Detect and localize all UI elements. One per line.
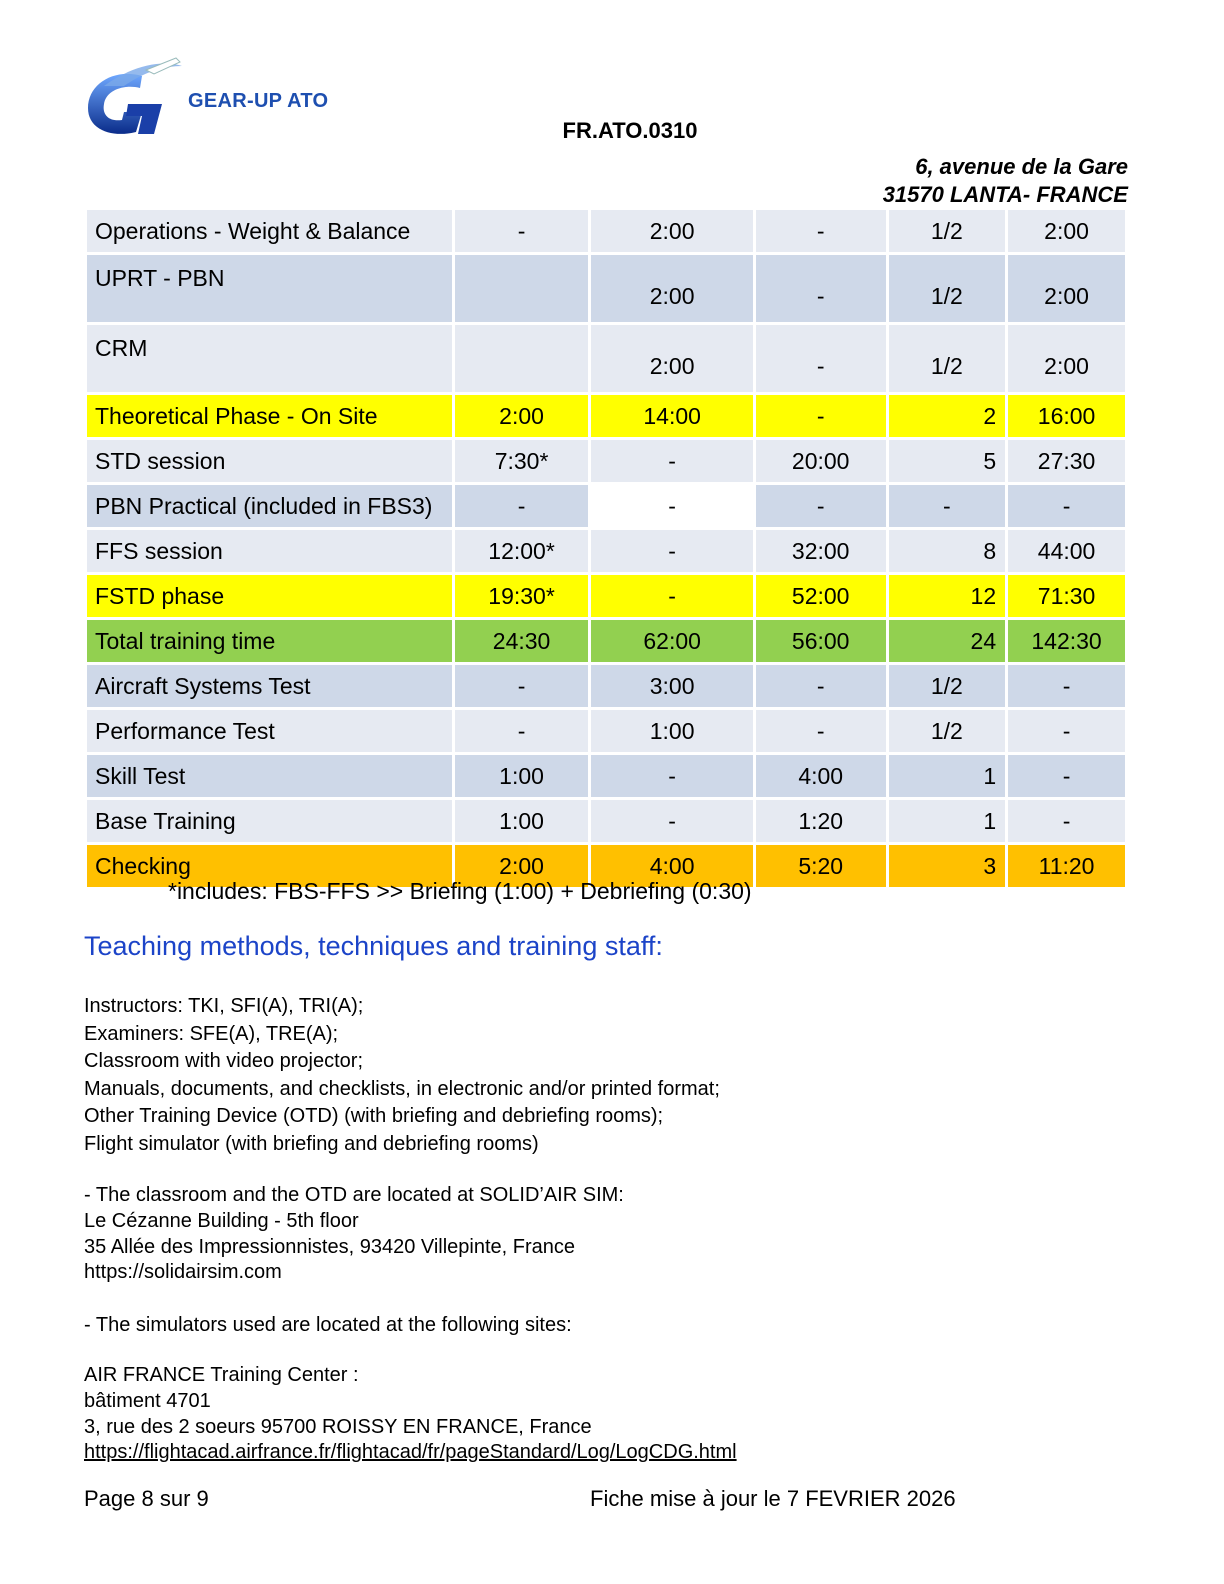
table-row xyxy=(87,440,1125,482)
list-item: Other Training Device (OTD) (with briefing and debriefing rooms); xyxy=(84,1105,664,1127)
table-cell: - xyxy=(756,325,886,392)
table-cell: - xyxy=(591,440,752,482)
table-row xyxy=(87,530,1125,572)
table-cell: - xyxy=(1008,755,1125,797)
row-label: Aircraft Systems Test xyxy=(87,665,452,707)
list-item: Examiners: SFE(A), TRE(A); xyxy=(84,1022,339,1045)
table-cell: 2:00 xyxy=(455,395,589,437)
table-row xyxy=(87,575,1125,617)
table-cell: 2:00 xyxy=(591,325,752,392)
list-item: Classroom with video projector; xyxy=(84,1050,363,1072)
table-cell: - xyxy=(455,665,589,707)
row-label: Operations - Weight & Balance xyxy=(87,210,452,252)
table-cell: - xyxy=(756,665,886,707)
table-cell: 27:30 xyxy=(1008,440,1125,482)
table-cell: 1/2 xyxy=(889,325,1006,392)
table-cell: - xyxy=(756,485,886,527)
airfrance-link[interactable]: https://flightacad.airfrance.fr/flightacad/fr/pageStandard/Log/LogCDG.html xyxy=(84,1441,737,1464)
table-row xyxy=(87,665,1125,707)
row-label: CRM xyxy=(87,325,452,392)
table-cell: 1:00 xyxy=(455,755,589,797)
table-cell: 3 xyxy=(889,845,1006,887)
table-cell xyxy=(455,325,589,392)
table-cell: 7:30* xyxy=(455,440,589,482)
airfrance-location xyxy=(84,1363,737,1466)
table-cell: 4:00 xyxy=(591,845,752,887)
table-cell: 11:20 xyxy=(1008,845,1125,887)
text-line: - The classroom and the OTD are located at SOLID’AIR SIM: xyxy=(84,1184,624,1206)
table-cell: - xyxy=(591,575,752,617)
table-cell: - xyxy=(455,710,589,752)
table-cell: 52:00 xyxy=(756,575,886,617)
address-line: 6, avenue de la Gare xyxy=(915,154,1128,179)
simulators-intro: - The simulators used are located at the following sites: xyxy=(84,1314,572,1336)
text-line: 3, rue des 2 soeurs 95700 ROISSY EN FRANCE, France xyxy=(84,1415,592,1438)
resources-list xyxy=(84,993,720,1158)
table-cell: 8 xyxy=(889,530,1006,572)
row-label: Theoretical Phase - On Site xyxy=(87,395,452,437)
table-row xyxy=(87,800,1125,842)
table-row xyxy=(87,755,1125,797)
text-line: https://solidairsim.com xyxy=(84,1261,282,1284)
table-cell: - xyxy=(756,210,886,252)
text-line: bâtiment 4701 xyxy=(84,1389,211,1412)
table-cell: 1 xyxy=(889,755,1006,797)
address xyxy=(883,153,1128,209)
table-cell: 19:30* xyxy=(455,575,589,617)
table-cell: 20:00 xyxy=(756,440,886,482)
table-cell: 44:00 xyxy=(1008,530,1125,572)
table-cell: - xyxy=(591,485,752,527)
row-label: PBN Practical (included in FBS3) xyxy=(87,485,452,527)
table-cell: 12:00* xyxy=(455,530,589,572)
table-cell: 1/2 xyxy=(889,255,1006,322)
logo-text: GEAR-UP ATO xyxy=(188,90,329,112)
table-cell: - xyxy=(455,210,589,252)
table-cell: 2:00 xyxy=(1008,255,1125,322)
text-line: Le Cézanne Building - 5th floor xyxy=(84,1209,359,1232)
row-label: Skill Test xyxy=(87,755,452,797)
table-cell: 1:00 xyxy=(591,710,752,752)
list-item: Flight simulator (with briefing and debriefing rooms) xyxy=(84,1132,539,1155)
table-cell: 5:20 xyxy=(756,845,886,887)
table-row xyxy=(87,620,1125,662)
row-label: FFS session xyxy=(87,530,452,572)
table-cell: 24:30 xyxy=(455,620,589,662)
table-cell: 2 xyxy=(889,395,1006,437)
table-cell: 5 xyxy=(889,440,1006,482)
table-row xyxy=(87,395,1125,437)
row-label: Total training time xyxy=(87,620,452,662)
table-cell: - xyxy=(1008,800,1125,842)
table-cell: - xyxy=(1008,665,1125,707)
table-row xyxy=(87,210,1125,252)
table-cell: 32:00 xyxy=(756,530,886,572)
table-row xyxy=(87,325,1125,392)
table-cell: 56:00 xyxy=(756,620,886,662)
row-label: Performance Test xyxy=(87,710,452,752)
table-cell: 1/2 xyxy=(889,710,1006,752)
document-code: FR.ATO.0310 xyxy=(562,118,698,143)
table-cell: 24 xyxy=(889,620,1006,662)
list-item: Manuals, documents, and checklists, in electronic and/or printed format; xyxy=(84,1077,720,1100)
table-cell: - xyxy=(756,710,886,752)
table-cell: - xyxy=(455,485,589,527)
classroom-location xyxy=(84,1183,624,1286)
table-cell: 1 xyxy=(889,800,1006,842)
table-cell: - xyxy=(889,485,1006,527)
table-cell: 62:00 xyxy=(591,620,752,662)
table-cell: - xyxy=(1008,710,1125,752)
table-cell: - xyxy=(756,255,886,322)
text-line: AIR FRANCE Training Center : xyxy=(84,1364,359,1386)
table-row xyxy=(87,710,1125,752)
table-cell: - xyxy=(591,800,752,842)
table-footnote: *includes: FBS-FFS >> Briefing (1:00) + Debriefing (0:30) xyxy=(168,878,752,904)
page-number: Page 8 sur 9 xyxy=(84,1486,209,1511)
table-cell: 1:20 xyxy=(756,800,886,842)
table-cell xyxy=(455,255,589,322)
table-cell: - xyxy=(591,755,752,797)
table-cell: 14:00 xyxy=(591,395,752,437)
table-cell: 1/2 xyxy=(889,665,1006,707)
table-cell: 16:00 xyxy=(1008,395,1125,437)
row-label: UPRT - PBN xyxy=(87,255,452,322)
table-cell: 71:30 xyxy=(1008,575,1125,617)
section-title: Teaching methods, techniques and training staff: xyxy=(84,931,663,961)
row-label: FSTD phase xyxy=(87,575,452,617)
table-cell: 2:00 xyxy=(455,845,589,887)
table-cell: 4:00 xyxy=(756,755,886,797)
table-row xyxy=(87,485,1125,527)
row-label: Base Training xyxy=(87,800,452,842)
table-cell: 142:30 xyxy=(1008,620,1125,662)
table-cell: 3:00 xyxy=(591,665,752,707)
table-cell: - xyxy=(591,530,752,572)
table-cell: 2:00 xyxy=(1008,210,1125,252)
table-row xyxy=(87,255,1125,322)
table-cell: 2:00 xyxy=(591,255,752,322)
list-item: Instructors: TKI, SFI(A), TRI(A); xyxy=(84,995,364,1017)
update-date: Fiche mise à jour le 7 FEVRIER 2026 xyxy=(590,1486,956,1511)
table-cell: 2:00 xyxy=(1008,325,1125,392)
table-cell: 2:00 xyxy=(591,210,752,252)
training-hours-table xyxy=(84,207,1128,890)
table-cell: 12 xyxy=(889,575,1006,617)
table-cell: 1/2 xyxy=(889,210,1006,252)
text-line: 35 Allée des Impressionnistes, 93420 Villepinte, France xyxy=(84,1235,576,1258)
row-label: STD session xyxy=(87,440,452,482)
table-cell: - xyxy=(1008,485,1125,527)
table-cell: 1:00 xyxy=(455,800,589,842)
address-line: 31570 LANTA- FRANCE xyxy=(882,182,1128,207)
row-label: Checking xyxy=(87,845,452,887)
table-cell: - xyxy=(756,395,886,437)
